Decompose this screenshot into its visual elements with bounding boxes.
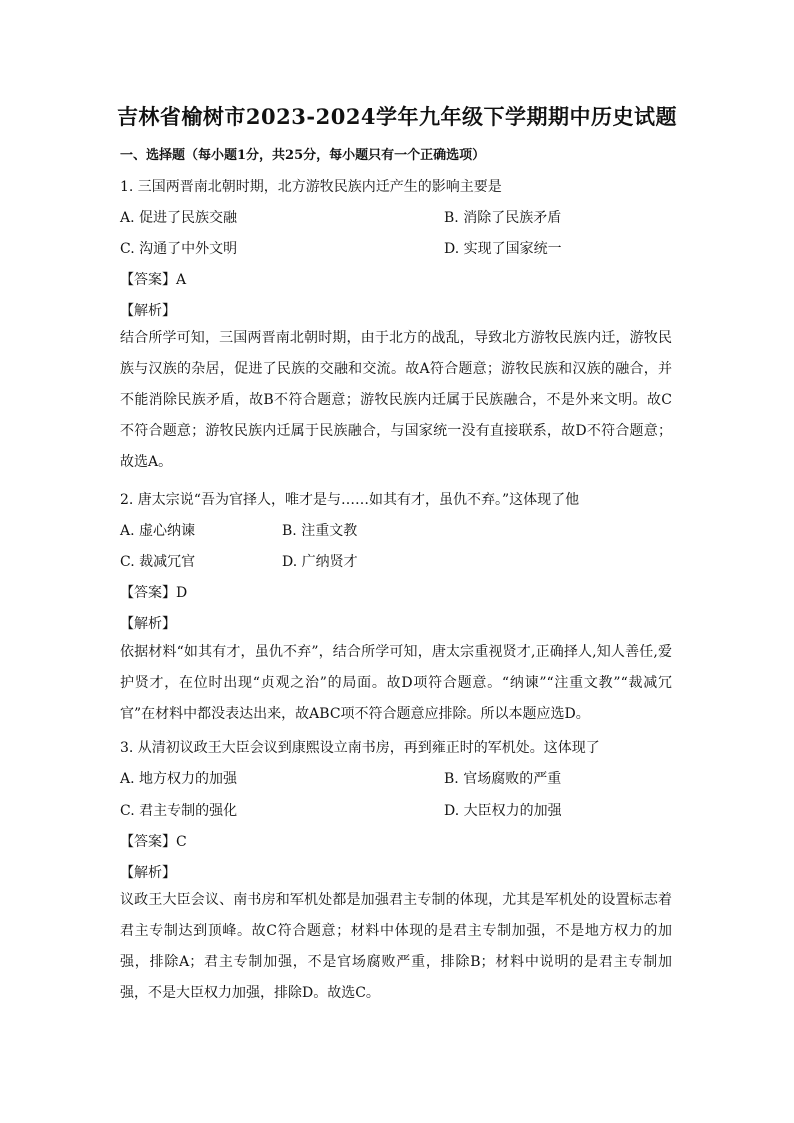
question-2-stem: 2. 唐太宗说“吾为官择人，唯才是与……如其有才，虽仇不弃。”这体现了他 <box>120 492 580 508</box>
question-1-option-c: C. 沟通了中外文明 <box>120 241 238 257</box>
page-title: 吉林省榆树市2023-2024学年九年级下学期期中历史试题 <box>116 104 678 129</box>
question-1-analysis: 结合所学可知，三国两晋南北朝时期，由于北方的战乱，导致北方游牧民族内迁，游牧民族与汉族的杂居，促进了民族的交融和交流。故A符合题意；游牧民族和汉族的融合，并不能消除民族矛盾，故B不符合题意；游牧民族内迁属于民族融合，不是外来文明。故C不符合题意；游牧民族内迁属于民族融合，与国家统一没有直接联系，故D不符合题意；故选A。 <box>120 330 672 470</box>
question-1-analysis-label: 【解析】 <box>120 303 176 319</box>
question-1-option-a: A. 促进了民族交融 <box>120 210 238 226</box>
question-2-option-b: B. 注重文教 <box>282 523 358 539</box>
question-2-option-d: D. 广纳贤才 <box>282 554 358 570</box>
question-1-answer: 【答案】A <box>120 272 187 288</box>
question-2-answer: 【答案】D <box>120 585 188 601</box>
question-2-analysis: 依据材料“如其有才，虽仇不弃”，结合所学可知，唐太宗重视贤才,正确择人,知人善任,爱护贤才，在位时出现“贞观之治”的局面。故D项符合题意。“纳谏”“注重文教”“裁减冗官”在材料中都没表达出来，故ABC项不符合题意应排除。所以本题应选D。 <box>120 644 672 722</box>
question-3-option-c: C. 君主专制的强化 <box>120 803 238 819</box>
question-3-analysis-label: 【解析】 <box>120 865 176 881</box>
question-3-answer: 【答案】C <box>120 834 187 850</box>
question-1-option-b: B. 消除了民族矛盾 <box>444 210 562 226</box>
question-3-option-a: A. 地方权力的加强 <box>120 771 238 787</box>
question-3-analysis: 议政王大臣会议、南书房和军机处都是加强君主专制的体现，尤其是军机处的设置标志着君主专制达到顶峰。故C符合题意；材料中体现的是君主专制加强，不是地方权力的加强，排除A；君主专制加强，不是官场腐败严重，排除B；材料中说明的是君主专制加强，不是大臣权力加强，排除D。故选C。 <box>120 892 672 1001</box>
question-3-stem: 3. 从清初议政王大臣会议到康熙设立南书房，再到雍正时的军机处。这体现了 <box>120 740 600 756</box>
question-2-option-c: C. 裁减冗官 <box>120 554 196 570</box>
question-3-option-d: D. 大臣权力的加强 <box>444 803 562 819</box>
question-2-analysis-label: 【解析】 <box>120 616 176 632</box>
section-heading: 一、选择题（每小题1分，共25分，每小题只有一个正确选项） <box>120 148 486 163</box>
question-1-option-d: D. 实现了国家统一 <box>444 241 562 257</box>
question-1-stem: 1. 三国两晋南北朝时期，北方游牧民族内迁产生的影响主要是 <box>120 179 502 195</box>
question-2-option-a: A. 虚心纳谏 <box>120 523 196 539</box>
question-3-option-b: B. 官场腐败的严重 <box>444 771 562 787</box>
